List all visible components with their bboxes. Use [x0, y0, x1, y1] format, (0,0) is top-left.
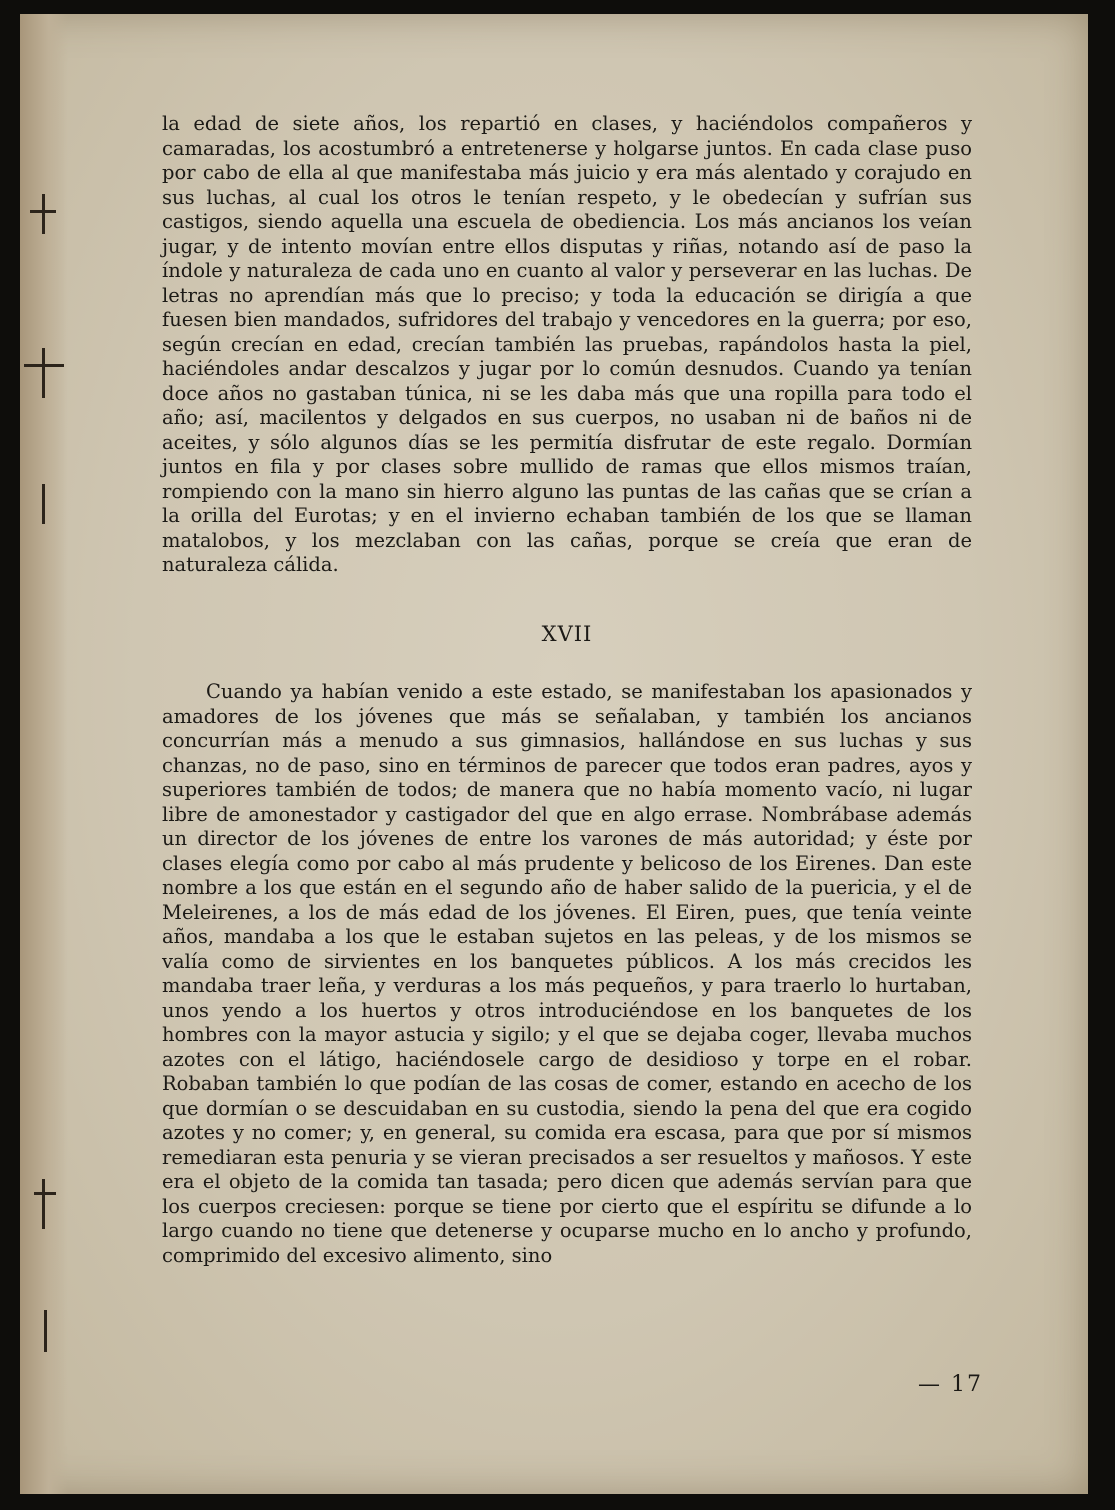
staple-mark: [42, 1179, 45, 1229]
page-body: [162, 112, 972, 1268]
page-number: — 17: [918, 1372, 983, 1397]
page-binding: [20, 14, 68, 1494]
section-heading: XVII: [541, 621, 593, 646]
staple-mark: [42, 348, 45, 398]
staple-mark: [30, 210, 56, 213]
staple-mark: [44, 1310, 47, 1352]
book-page: [20, 14, 1088, 1494]
staple-mark: [24, 364, 64, 367]
staple-mark: [34, 1192, 56, 1195]
staple-mark: [42, 194, 45, 234]
paragraph-2: Cuando ya habían venido a este estado, se manifestaban los apasionados y amadores de los jóvenes que más se señalaban, y también los ancianos concurrían más a menudo a sus gimnasios, hallándose en sus luchas y sus chanzas, no de paso, sino en términos de parecer que todos eran padres, ayos y superiores también de todos; de manera que no había momento vacío, ni lugar libre de amonestador y castigador del que en algo errase. Nombrábase además un director de los jóvenes de entre los varones de más autoridad; y éste por clases elegía como por cabo al más prudente y belicoso de los Eirenes. Dan este nombre a los que están en el segundo año de haber salido de la puericia, y el de Meleirenes, a los de más edad de los jóvenes. El Eiren, pues, que tenía veinte años, mandaba a los que le estaban sujetos en las peleas, y de los mismos se valía como de sirvientes en los banquetes públicos. A los más crecidos les mandaba traer leña, y verduras a los más pequeños, y para traerlo lo hurtaban, unos yendo a los huertos y otros introduciéndose en los banquetes de los hombres con la mayor astucia y sigilo; y el que se dejaba coger, llevaba muchos azotes con el látigo, haciéndosele cargo de desidioso y torpe en el robar. Robaban también lo que podían de las cosas de comer, estando en acecho de los que dormían o se descuidaban en su custodia, siendo la pena del que era cogido azotes y no comer; y, en general, su comida era escasa, para que por sí mismos remediaran esta penuria y se vieran precisados a ser resueltos y mañosos. Y este era el objeto de la comida tan tasada; pero dicen que además servían para que los cuerpos creciesen: porque se tiene por cierto que el espíritu se difunde a lo largo cuando no tiene que detenerse y ocuparse mucho en lo ancho y profundo, comprimido del excesivo alimento, sino: [162, 680, 972, 1267]
paragraph-1: la edad de siete años, los repartió en clases, y haciéndolos compañeros y camaradas, los acostumbró a entretenerse y holgarse juntos. En cada clase puso por cabo de ella al que manifestaba más juicio y era más alentado y corajudo en sus luchas, al cual los otros le tenían respeto, y le obedecían y sufrían sus castigos, siendo aquella una escuela de obediencia. Los más ancianos los veían jugar, y de intento movían entre ellos disputas y riñas, notando así de paso la índole y naturaleza de cada uno en cuanto al valor y perseverar en las luchas. De letras no aprendían más que lo preciso; y toda la educación se dirigía a que fuesen bien mandados, sufridores del trabajo y vencedores en la guerra; por eso, según crecían en edad, crecían también las pruebas, rapándolos hasta la piel, haciéndoles andar descalzos y jugar por lo común desnudos. Cuando ya tenían doce años no gastaban túnica, ni se les daba más que una ropilla para todo el año; así, macilentos y delgados en sus cuerpos, no usaban ni de baños ni de aceites, y sólo algunos días se les permitía disfrutar de este regalo. Dormían juntos en fila y por clases sobre mullido de ramas que ellos mismos traían, rompiendo con la mano sin hierro alguno las puntas de las cañas que se crían a la orilla del Eurotas; y en el invierno echaban también de los que se llaman matalobos, y los mezclaban con las cañas, porque se creía que eran de naturaleza cálida.: [162, 112, 972, 576]
staple-mark: [42, 484, 45, 524]
